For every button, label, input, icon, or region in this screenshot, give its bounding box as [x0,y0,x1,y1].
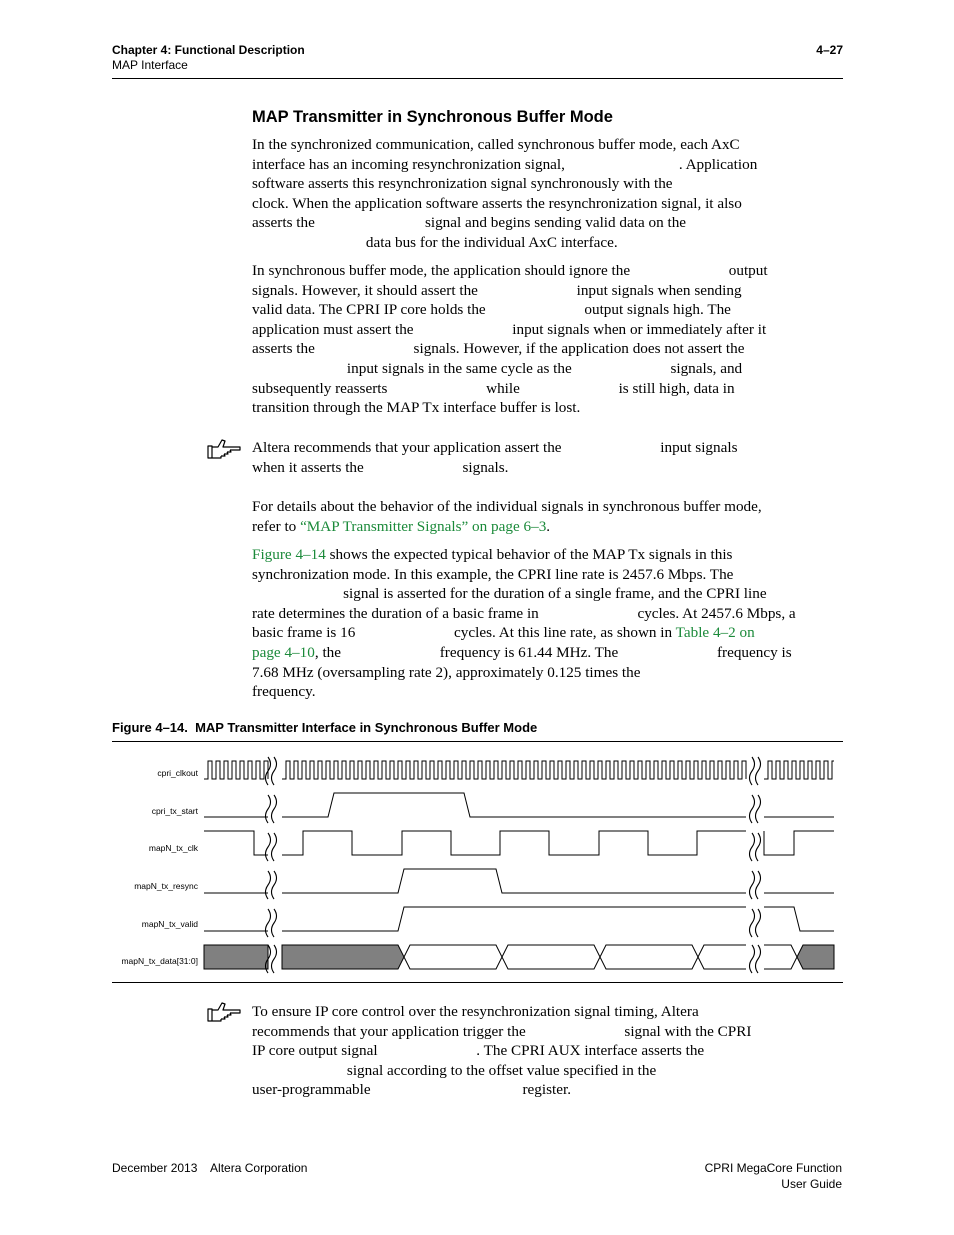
signal-label: cpri_clkout [157,768,198,778]
text-line: 7.68 MHz (oversampling rate 2), approximately 0.125 times the [252,663,641,681]
text-line: recommends that your application trigger the signal with the CPRI [252,1022,752,1040]
header-rule [112,78,843,79]
text-fragment: , the frequency is 61.44 MHz. The frequency is [314,643,792,661]
text-line: synchronization mode. In this example, the CPRI line rate is 2457.6 Mbps. The [252,565,734,583]
page-link[interactable]: page 4–10 [252,643,315,661]
text-line: In synchronous buffer mode, the application should ignore the output [252,262,768,279]
text-line: subsequently reasserts while is still high, data in [252,379,735,397]
note-2 [252,1002,844,1100]
break-marks [266,757,761,973]
signal-label: cpri_tx_start [151,806,198,816]
text-line: frequency. [252,683,316,701]
mapn-tx-data-waveform [204,945,834,969]
figure-caption: Figure 4–14. MAP Transmitter Interface in Synchronous Buffer Mode [112,720,538,735]
text-line: For details about the behavior of the individual signals in synchronous buffer mode, [252,498,762,515]
signal-label: mapN_tx_clk [148,843,198,853]
figure-bottom-rule [112,982,843,983]
mapn-tx-clk-waveform [204,831,834,855]
paragraph-2 [252,261,844,418]
signal-label: mapN_tx_resync [134,881,198,891]
text-line [252,643,844,663]
text-line: rate determines the duration of a basic frame in cycles. At 2457.6 Mbps, a [252,604,796,622]
text-line [252,545,844,565]
signal-label: mapN_tx_valid [141,919,198,929]
chapter-title: Chapter 4: Functional Description [112,43,305,57]
text-line: asserts the signal and begins sending valid data on the [252,214,687,232]
text-line: application must assert the input signals when or immediately after it [252,320,767,338]
text-line: signal according to the offset value specified in the [252,1061,657,1079]
paragraph-3 [252,497,844,536]
text-fragment: refer to [252,517,301,535]
text-line: software asserts this resynchronization signal synchronously with the [252,175,673,193]
footer-date-company: December 2013 Altera Corporation [112,1161,308,1175]
text-line: signal is asserted for the duration of a single frame, and the CPRI line [252,585,767,603]
figure-link[interactable]: Figure 4–14 [252,546,326,563]
text-line [252,623,844,643]
page-number: 4–27 [816,43,843,57]
text-line [252,517,844,537]
figure-top-rule [112,741,843,742]
text-line: signals. However, it should assert the input signals when sending [252,281,742,299]
text-line: data bus for the individual AxC interface. [252,233,618,251]
text-line: IP core output signal . The CPRI AUX interface asserts the [252,1042,705,1060]
text-fragment: basic frame is 16 cycles. At this line rate, as shown in [252,624,676,642]
text-fragment: shows the expected typical behavior of the MAP Tx signals in this [325,546,733,563]
text-line: In the synchronized communication, called synchronous buffer mode, each AxC [252,136,740,153]
text-line: valid data. The CPRI IP core holds the output signals high. The [252,301,731,319]
text-line: input signals in the same cycle as the signals, and [252,359,743,377]
paragraph-1 [252,135,844,253]
text-line: interface has an incoming resynchronization signal, . Application [252,155,758,173]
section-title: MAP Transmitter in Synchronous Buffer Mode [252,108,613,126]
mapn-tx-resync-waveform [204,869,834,893]
text-line: Altera recommends that your application assert the input signals [252,439,738,456]
timing-diagram [112,745,843,980]
text-line: when it asserts the signals. [252,458,509,476]
note-1 [252,438,844,477]
table-link[interactable]: Table 4–2 on [675,624,755,642]
text-fragment: . [546,517,551,535]
text-line: clock. When the application software asserts the resynchronization signal, it also [252,194,742,212]
footer-product: CPRI MegaCore Function [704,1161,842,1175]
signals-link[interactable]: “MAP Transmitter Signals” on page 6–3 [300,517,547,535]
cpri-tx-start-waveform [204,793,834,817]
mapn-tx-valid-waveform [204,907,834,931]
text-line: asserts the signals. However, if the application does not assert the [252,340,745,358]
text-line: user-programmable register. [252,1081,571,1099]
footer-doc: User Guide [781,1177,842,1191]
cpri-clkout-waveform [204,761,834,779]
text-line: To ensure IP core control over the resynchronization signal timing, Altera [252,1003,699,1020]
signal-label: mapN_tx_data[31:0] [121,956,198,966]
text-line: transition through the MAP Tx interface buffer is lost. [252,399,581,417]
pointing-hand-icon [206,1001,242,1023]
pointing-hand-icon [206,438,242,460]
section-name: MAP Interface [112,58,188,72]
paragraph-4 [252,545,844,702]
